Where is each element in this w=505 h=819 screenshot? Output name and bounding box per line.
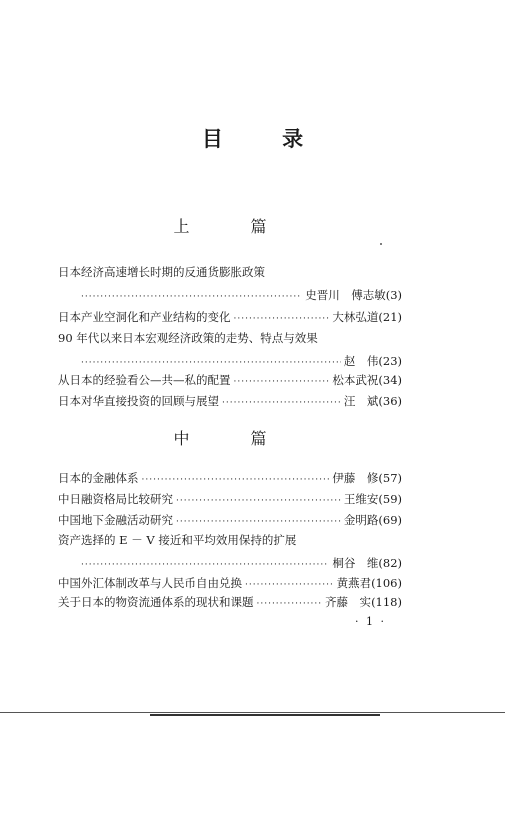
entry-author: 王维安 bbox=[343, 492, 379, 506]
entry-page: (118) bbox=[371, 595, 402, 609]
toc-entry bbox=[58, 491, 402, 509]
entry-title: 日本的金融体系 bbox=[58, 471, 139, 485]
leader-dots bbox=[176, 493, 341, 509]
entry-page: (106) bbox=[371, 576, 402, 590]
entry-author: 松本武祝 bbox=[332, 373, 379, 387]
entry-page: (36) bbox=[378, 394, 402, 408]
leader-dots bbox=[257, 596, 323, 612]
toc-entry bbox=[58, 309, 402, 327]
leader-dots bbox=[176, 514, 341, 530]
entry-title: 日本经济高速增长时期的反通货膨胀政策 bbox=[58, 265, 265, 279]
toc-entry bbox=[58, 470, 402, 488]
leader-dots bbox=[81, 557, 329, 573]
entry-author: 桐谷 维 bbox=[332, 556, 379, 570]
section-heading-upper: 上 篇 bbox=[173, 217, 295, 236]
entry-title: 90 年代以来日本宏观经济政策的走势、特点与效果 bbox=[58, 331, 318, 345]
entry-author: 伊藤 修 bbox=[332, 471, 379, 485]
toc-entry bbox=[58, 512, 402, 530]
toc-entry bbox=[58, 393, 402, 411]
scan-edge-line bbox=[0, 712, 505, 713]
scan-speck bbox=[380, 243, 382, 245]
page-title: 目 录 bbox=[201, 127, 330, 151]
leader-dots bbox=[81, 289, 302, 305]
entry-title: 中国外汇体制改革与人民币自由兑换 bbox=[58, 576, 242, 590]
entry-page: (3) bbox=[385, 288, 402, 302]
entry-title: 日本产业空洞化和产业结构的变化 bbox=[58, 310, 231, 324]
entry-author: 齐藤 实 bbox=[325, 595, 372, 609]
entry-title: 中日融资格局比较研究 bbox=[58, 492, 173, 506]
entry-title: 日本对华直接投资的回顾与展望 bbox=[58, 394, 219, 408]
entry-page: (21) bbox=[378, 310, 402, 324]
entry-title: 从日本的经验看公—共—私的配置 bbox=[58, 373, 231, 387]
entry-title: 关于日本的物资流通体系的现状和课题 bbox=[58, 595, 254, 609]
entry-page: (57) bbox=[378, 471, 402, 485]
entry-page: (82) bbox=[378, 556, 402, 570]
page-number: · 1 · bbox=[355, 615, 386, 628]
entry-author: 黄燕君 bbox=[336, 576, 372, 590]
toc-entry bbox=[58, 575, 402, 593]
entry-page: (34) bbox=[378, 373, 402, 387]
entry-author: 赵 伟 bbox=[343, 354, 379, 368]
entry-page: (69) bbox=[378, 513, 402, 527]
leader-dots bbox=[81, 355, 341, 371]
entry-title: 中国地下金融活动研究 bbox=[58, 513, 173, 527]
entry-author: 汪 斌 bbox=[343, 394, 379, 408]
leader-dots bbox=[222, 395, 341, 411]
toc-entry bbox=[58, 372, 402, 390]
entry-author: 史晋川 傅志敏 bbox=[305, 288, 386, 302]
entry-page: (59) bbox=[378, 492, 402, 506]
entry-page: (23) bbox=[378, 354, 402, 368]
entry-title: 资产选择的 E － V 接近和平均效用保持的扩展 bbox=[58, 533, 297, 547]
leader-dots bbox=[142, 472, 330, 488]
leader-dots bbox=[245, 577, 334, 593]
entry-author: 金明路 bbox=[343, 513, 379, 527]
toc-entry bbox=[58, 330, 402, 371]
leader-dots bbox=[234, 311, 330, 327]
toc-entry bbox=[58, 594, 402, 612]
leader-dots bbox=[234, 374, 330, 390]
section-heading-middle: 中 篇 bbox=[173, 429, 295, 448]
entry-author: 大林弘道 bbox=[332, 310, 379, 324]
scan-edge-line-bold bbox=[150, 714, 380, 716]
toc-entry bbox=[58, 532, 402, 573]
toc-entry bbox=[58, 264, 402, 305]
